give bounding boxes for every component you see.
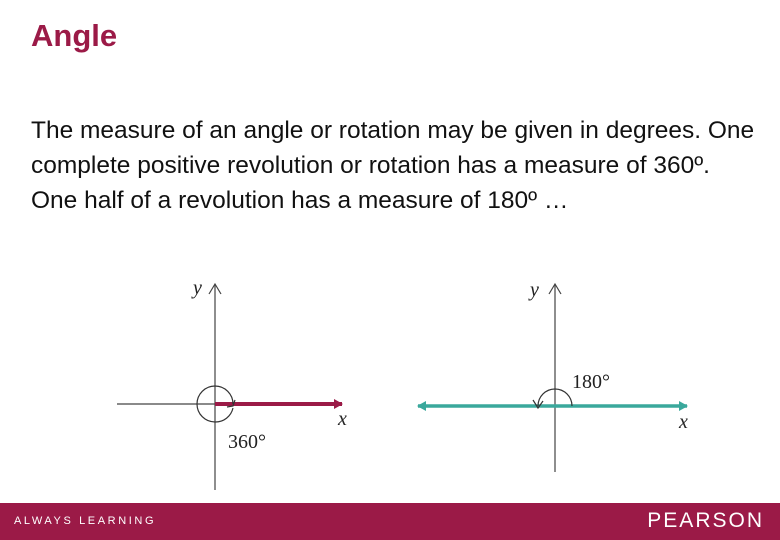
- body-paragraph: The measure of an angle or rotation may be given in degrees. One complete positive revolution or rotation has a measure of 360º. One half of a revolution has a measure of 180º …: [31, 117, 755, 214]
- slide-title: Angle: [31, 18, 118, 53]
- rotation-180-diagram: [400, 272, 730, 497]
- x-axis-label: x: [338, 408, 347, 430]
- x-axis-label: x: [679, 411, 688, 433]
- y-axis-label: y: [193, 277, 202, 299]
- angle-label: 360°: [228, 431, 266, 453]
- rotation-360-diagram: [100, 272, 430, 497]
- footer-tagline: ALWAYS LEARNING: [14, 515, 157, 527]
- pearson-logo: PEARSON: [647, 509, 764, 532]
- footer-bar: [0, 503, 780, 540]
- angle-label: 180°: [572, 371, 610, 393]
- y-axis-label: y: [530, 279, 539, 301]
